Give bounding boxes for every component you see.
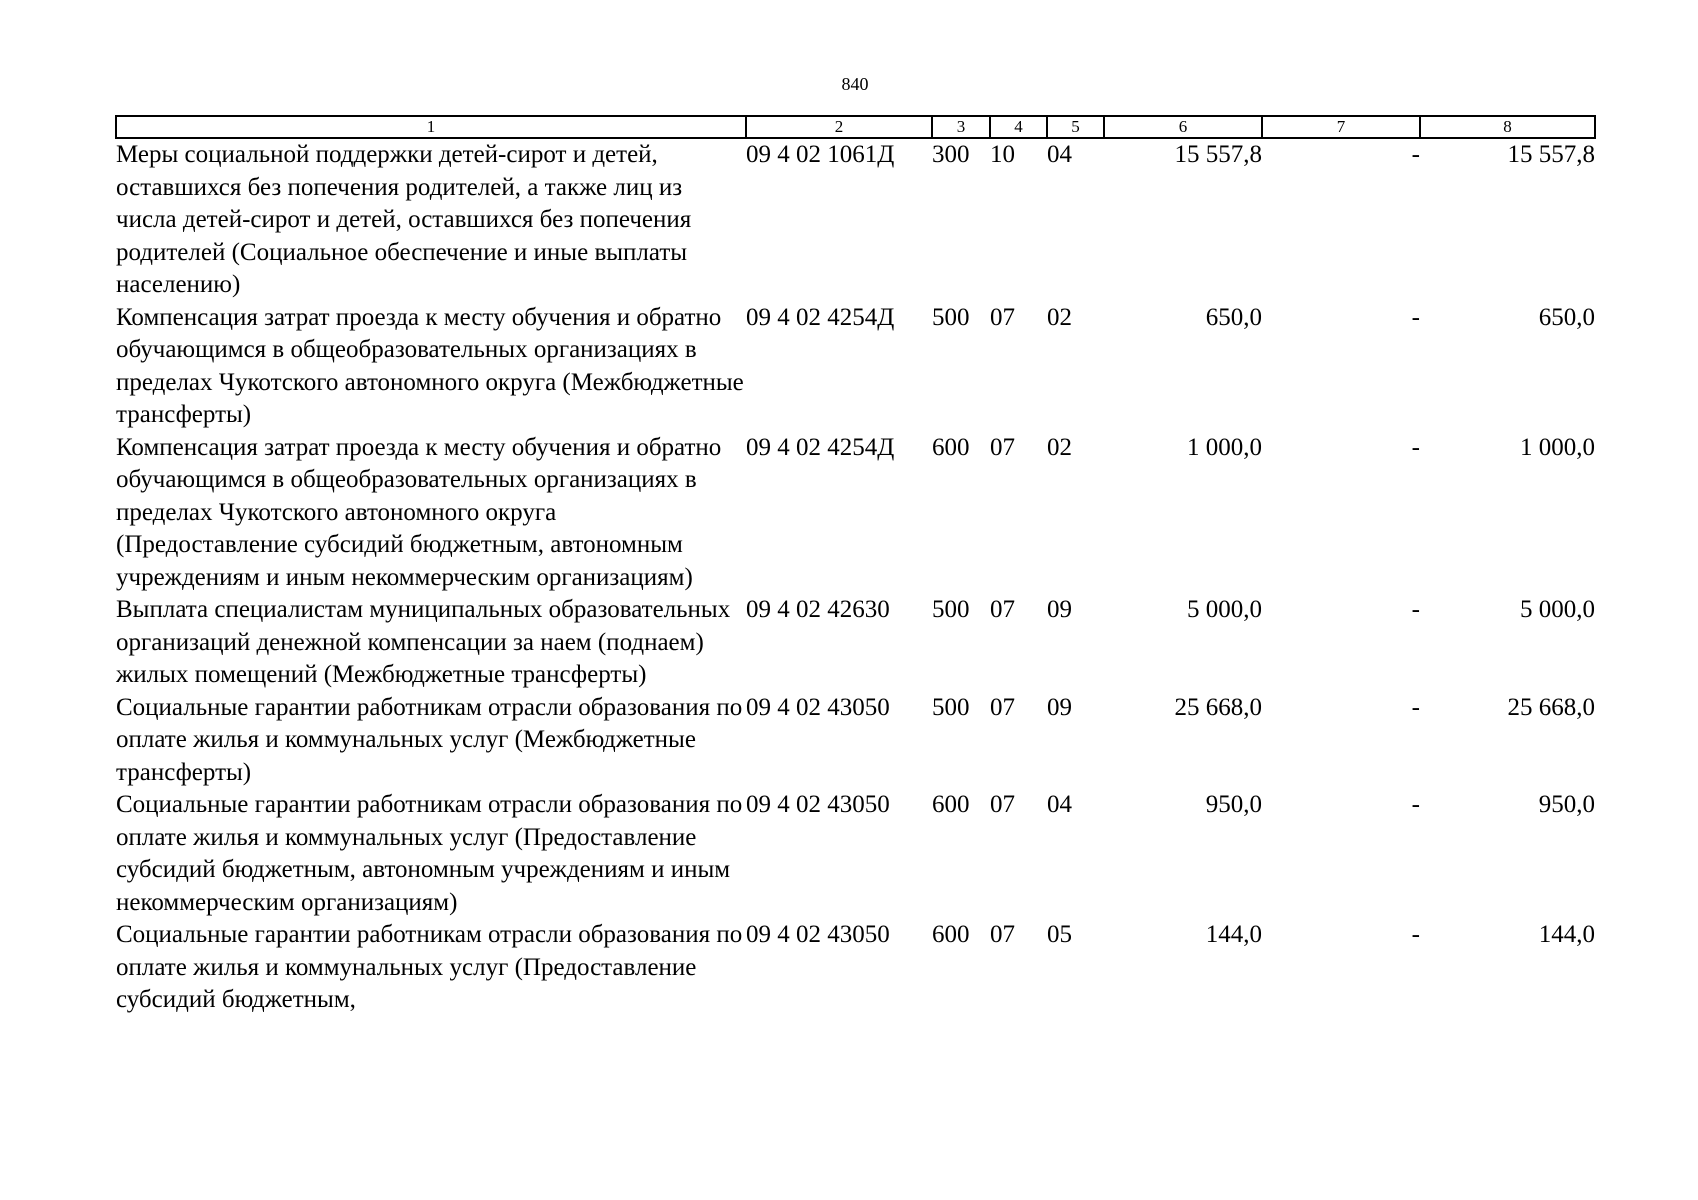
table-row: [116, 919, 1595, 1017]
target-article-code: 09 4 02 42630: [746, 596, 890, 623]
amount-col-8: 144,0: [1538, 921, 1595, 948]
amount-col-8: 650,0: [1538, 303, 1595, 331]
row-name: Социальные гарантии работникам отрасли образования по оплате жилья и коммунальных услуг (Предоставление субсидий бюджетным,: [116, 921, 743, 1013]
table-row: [116, 692, 1595, 790]
section-code: 07: [990, 303, 1015, 331]
amount-col-6: 950,0: [1205, 791, 1262, 818]
subsection-code: 05: [1047, 921, 1072, 948]
amount-col-6: 1 000,0: [1187, 433, 1262, 461]
row-name: Социальные гарантии работникам отрасли образования по оплате жилья и коммунальных услуг (Предоставление субсидий бюджетным, автономным учреждениям и иным некоммерческим организациям): [116, 791, 743, 916]
amount-col-6: 5 000,0: [1187, 596, 1262, 623]
amount-col-7: -: [1411, 791, 1420, 818]
amount-col-7: -: [1411, 303, 1420, 331]
subsection-code: 09: [1047, 693, 1072, 721]
row-name: Социальные гарантии работникам отрасли образования по оплате жилья и коммунальных услуг (Межбюджетные трансферты): [116, 693, 743, 786]
section-code: 10: [990, 141, 1015, 168]
expense-type-code: 600: [932, 921, 970, 948]
column-header: 2: [746, 116, 932, 138]
subsection-code: 09: [1047, 596, 1072, 623]
row-name: Компенсация затрат проезда к месту обучения и обратно обучающимся в общеобразовательных организациях в пределах Чукотского автономного округа (Межбюджетные трансферты): [116, 303, 744, 428]
column-header: 8: [1420, 116, 1595, 138]
expense-type-code: 300: [932, 141, 970, 168]
column-header: 1: [116, 116, 746, 138]
table-row: [116, 302, 1595, 432]
column-header: 4: [990, 116, 1047, 138]
amount-col-7: -: [1411, 596, 1420, 623]
target-article-code: 09 4 02 1061Д: [746, 141, 895, 168]
section-code: 07: [990, 693, 1015, 721]
section-code: 07: [990, 921, 1015, 948]
amount-col-8: 5 000,0: [1520, 596, 1595, 623]
expense-type-code: 600: [932, 791, 970, 818]
expense-type-code: 500: [932, 303, 970, 331]
amount-col-7: -: [1411, 433, 1420, 461]
amount-col-6: 15 557,8: [1174, 141, 1262, 168]
budget-table: [115, 115, 1596, 1017]
column-header: 7: [1262, 116, 1420, 138]
column-header: 3: [932, 116, 990, 138]
column-number-row: [116, 116, 1595, 138]
row-name: Выплата специалистам муниципальных образовательных организаций денежной компенсации за наем (поднаем) жилых помещений (Межбюджетные трансферты): [116, 596, 731, 688]
target-article-code: 09 4 02 4254Д: [746, 433, 895, 461]
row-name: Меры социальной поддержки детей-сирот и детей, оставшихся без попечения родителей, а также лиц из числа детей-сирот и детей, оставшихся без попечения родителей (Социальное обеспечение и иные выплаты населению): [116, 141, 692, 298]
amount-col-6: 144,0: [1205, 921, 1262, 948]
amount-col-8: 1 000,0: [1520, 433, 1595, 461]
expense-type-code: 600: [932, 433, 970, 461]
subsection-code: 02: [1047, 303, 1072, 331]
expense-type-code: 500: [932, 596, 970, 623]
amount-col-8: 15 557,8: [1507, 141, 1595, 168]
table-row: [116, 432, 1595, 595]
amount-col-7: -: [1411, 693, 1420, 721]
section-code: 07: [990, 596, 1015, 623]
column-header: 6: [1104, 116, 1262, 138]
table-header: [116, 116, 1595, 138]
section-code: 07: [990, 433, 1015, 461]
amount-col-7: -: [1411, 921, 1420, 948]
amount-col-6: 25 668,0: [1174, 693, 1262, 721]
subsection-code: 02: [1047, 433, 1072, 461]
target-article-code: 09 4 02 43050: [746, 921, 890, 948]
amount-col-7: -: [1411, 141, 1420, 168]
column-header: 5: [1047, 116, 1104, 138]
target-article-code: 09 4 02 4254Д: [746, 303, 895, 331]
amount-col-6: 650,0: [1205, 303, 1262, 331]
subsection-code: 04: [1047, 141, 1072, 168]
row-name: Компенсация затрат проезда к месту обучения и обратно обучающимся в общеобразовательных организациях в пределах Чукотского автономного округа (Предоставление субсидий бюджетным, автономным учреждениям и иным некоммерческим организациям): [116, 433, 722, 591]
table-body: [116, 138, 1595, 1017]
amount-col-8: 25 668,0: [1507, 693, 1595, 721]
table-row: [116, 789, 1595, 919]
expense-type-code: 500: [932, 693, 970, 721]
target-article-code: 09 4 02 43050: [746, 693, 890, 721]
target-article-code: 09 4 02 43050: [746, 791, 890, 818]
amount-col-8: 950,0: [1538, 791, 1595, 818]
table-row: [116, 594, 1595, 692]
page-number: 840: [841, 74, 869, 94]
section-code: 07: [990, 791, 1015, 818]
subsection-code: 04: [1047, 791, 1072, 818]
table-row: [116, 138, 1595, 302]
